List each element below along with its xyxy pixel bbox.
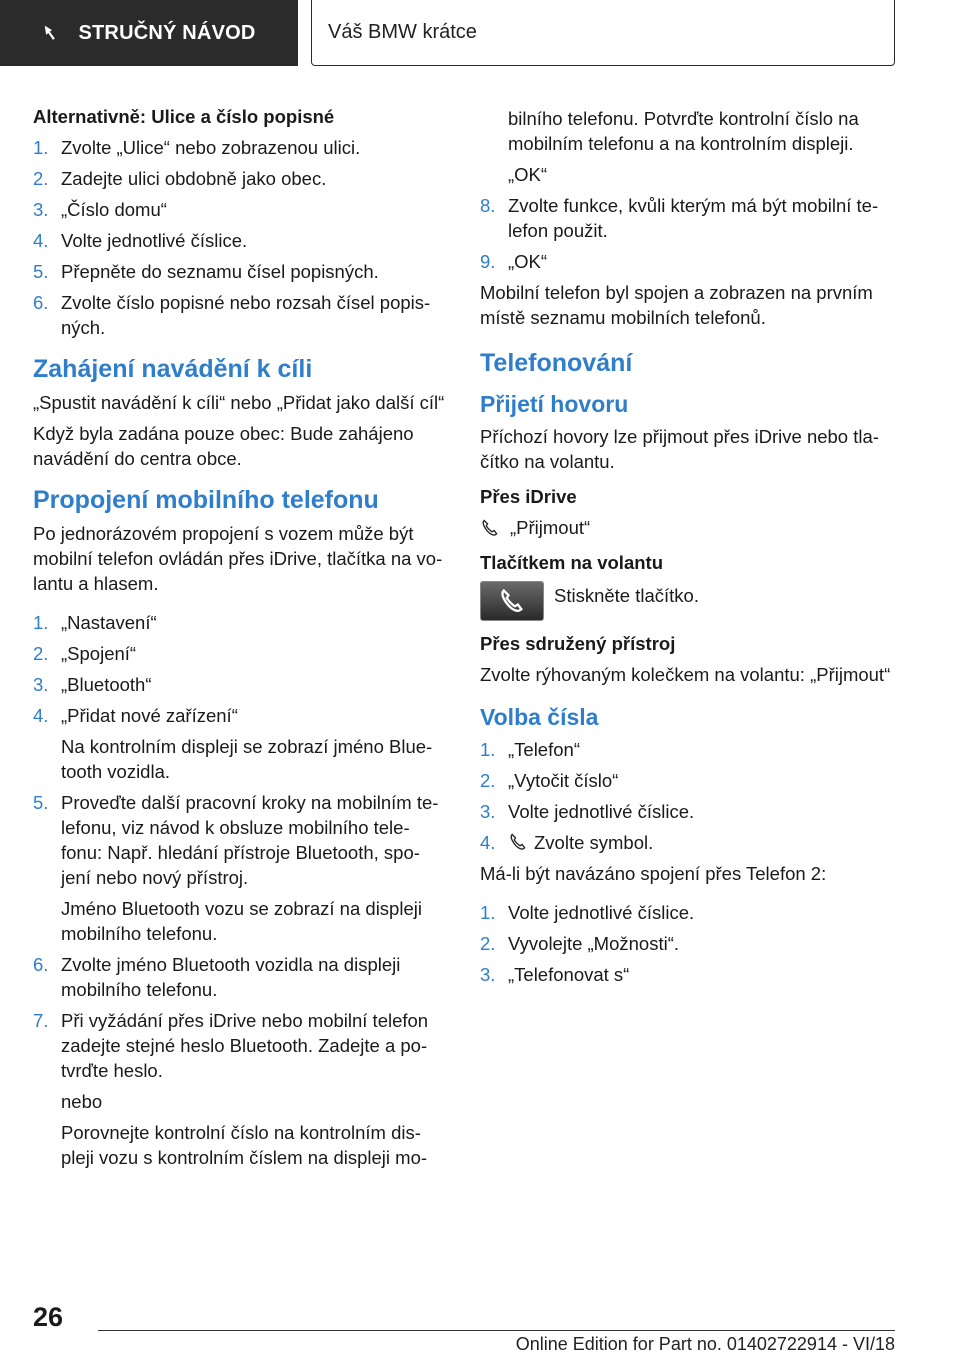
list-item <box>33 610 448 635</box>
alt-street-heading: Alternativně: Ulice a číslo popisné <box>33 106 335 127</box>
step-number: 2. <box>480 933 496 954</box>
accept-label: „Přijmout“ <box>510 517 591 538</box>
step-text: Proveďte další pracovní kroky na mobilním te-lefonu, viz návod k obsluze mobilního tele-fonu: Např. hledání přístroje Bluetooth, spo-jení nebo nový přístroj. <box>61 792 439 888</box>
steering-wheel-phone-button <box>480 581 544 621</box>
accept-idrive-row <box>480 515 895 540</box>
step-text: Zvolte funkce, kvůli kterým má být mobilní te-lefon použit. <box>508 195 879 241</box>
city-only-text: Když byla zadána pouze obec: Bude zahájeno navádění do centra obce. <box>33 423 414 469</box>
step-number: 7. <box>33 1010 49 1031</box>
step-text: „OK“ <box>508 251 548 272</box>
step-number: 1. <box>33 612 49 633</box>
page-header <box>0 0 960 66</box>
phone-icon <box>480 518 500 538</box>
accept-call-heading: Přijetí hovoru <box>480 391 629 417</box>
list-item <box>33 952 448 1002</box>
step-number: 4. <box>33 230 49 251</box>
step-number: 2. <box>33 168 49 189</box>
step-number: 4. <box>33 705 49 726</box>
step-number: 5. <box>33 792 49 813</box>
step-number: 4. <box>480 832 496 853</box>
step-text: „Telefon“ <box>508 739 580 760</box>
list-item <box>33 259 448 284</box>
step-7-ok: „OK“ <box>508 164 548 185</box>
step-text: Volte jednotlivé číslice. <box>61 230 248 251</box>
step-text: Zvolte symbol. <box>534 832 654 853</box>
step-number: 9. <box>480 251 496 272</box>
step-text: Vyvolejte „Možnosti“. <box>508 933 680 954</box>
pairing-steps <box>33 610 448 728</box>
step-5-note: Jméno Bluetooth vozu se zobrazí na displeji mobilního telefonu. <box>61 898 422 944</box>
list-item <box>33 790 448 890</box>
step-number: 3. <box>33 674 49 695</box>
step-text: Přepněte do seznamu čísel popisných. <box>61 261 379 282</box>
list-item <box>480 249 895 274</box>
step-number: 8. <box>480 195 496 216</box>
page-number: 26 <box>33 1302 64 1332</box>
left-column <box>33 104 448 1176</box>
pairing-steps-cont <box>33 790 448 890</box>
list-item <box>480 768 895 793</box>
footer-divider <box>98 1330 895 1331</box>
pairing-intro: Po jednorázovém propojení s vozem může být mobilní telefon ovládán přes iDrive, tlačítka na vo-lantu a hlasem. <box>33 523 443 594</box>
list-item <box>480 830 895 855</box>
start-guidance-text: „Spustit navádění k cíli“ nebo „Přidat jako další cíl“ <box>33 392 445 413</box>
hand-pointer-icon <box>42 22 64 44</box>
alt-street-steps <box>33 135 448 340</box>
step-text: „Bluetooth“ <box>61 674 152 695</box>
via-wheel-heading: Tlačítkem na volantu <box>480 552 663 573</box>
list-item <box>33 672 448 697</box>
step-text: Při vyžádání přes iDrive nebo mobilní telefon zadejte stejné heslo Bluetooth. Zadejte a po-tvrďte heslo. <box>61 1010 429 1081</box>
right-column <box>480 106 895 993</box>
list-item <box>480 962 895 987</box>
list-item <box>33 1008 448 1083</box>
pairing-steps-cont2 <box>33 952 448 1083</box>
step-text: „Telefonovat s“ <box>508 964 630 985</box>
step-number: 6. <box>33 292 49 313</box>
step-text: Zvolte „Ulice“ nebo zobrazenou ulici. <box>61 137 361 158</box>
step-text: Volte jednotlivé číslice. <box>508 902 695 923</box>
list-item <box>33 228 448 253</box>
step-number: 2. <box>33 643 49 664</box>
accept-call-text: Příchozí hovory lze přijmout přes iDrive nebo tla-čítko na volantu. <box>480 426 879 472</box>
phone2-steps <box>480 900 895 987</box>
step-text: „Nastavení“ <box>61 612 157 633</box>
step-number: 1. <box>480 739 496 760</box>
step-text: „Přidat nové zařízení“ <box>61 705 238 726</box>
step-text: Volte jednotlivé číslice. <box>508 801 695 822</box>
step-number: 3. <box>480 964 496 985</box>
step-number: 5. <box>33 261 49 282</box>
list-item <box>33 197 448 222</box>
step-number: 2. <box>480 770 496 791</box>
edition-text: Online Edition for Part no. 01402722914 - VI/18 <box>515 1334 895 1354</box>
list-item <box>33 641 448 666</box>
list-item <box>33 166 448 191</box>
pairing-result: Mobilní telefon byl spojen a zobrazen na prvním místě seznamu mobilních telefonů. <box>480 282 873 328</box>
step-text: Zvolte jméno Bluetooth vozidla na displeji mobilního telefonu. <box>61 954 401 1000</box>
step-number: 6. <box>33 954 49 975</box>
section-title-box <box>311 0 895 66</box>
list-item <box>480 193 895 243</box>
step-4-note: Na kontrolním displeji se zobrazí jméno Blue-tooth vozidla. <box>61 736 433 782</box>
dialing-steps <box>480 737 895 855</box>
step-text: „Číslo domu“ <box>61 199 167 220</box>
step-number: 1. <box>480 902 496 923</box>
step-7-note: Porovnejte kontrolní číslo na kontrolním dis-pleji vozu s kontrolním číslem na displeji mo- <box>61 1122 428 1168</box>
via-cluster-heading: Přes sdružený přístroj <box>480 633 676 654</box>
list-item <box>480 737 895 762</box>
step-number: 3. <box>33 199 49 220</box>
dialing-heading: Volba čísla <box>480 704 599 730</box>
pairing-steps-final <box>480 193 895 274</box>
via-cluster-text: Zvolte rýhovaným kolečkem na volantu: „Přijmout“ <box>480 664 891 685</box>
wheel-button-row <box>480 581 895 621</box>
phone-icon <box>508 832 528 852</box>
quick-guide-label: STRUČNÝ NÁVOD <box>78 21 256 44</box>
step-text: „Spojení“ <box>61 643 137 664</box>
list-item <box>480 799 895 824</box>
list-item <box>33 290 448 340</box>
phone2-text: Má-li být navázáno spojení přes Telefon 2: <box>480 863 827 884</box>
step-number: 1. <box>33 137 49 158</box>
start-guidance-heading: Zahájení navádění k cíli <box>33 355 313 383</box>
pairing-heading: Propojení mobilního telefonu <box>33 486 379 514</box>
list-item <box>33 703 448 728</box>
step-number: 3. <box>480 801 496 822</box>
list-item <box>33 135 448 160</box>
via-idrive-heading: Přes iDrive <box>480 486 577 507</box>
section-title: Váš BMW krátce <box>328 21 477 43</box>
phone-handset-icon <box>498 587 526 615</box>
step-text: Zvolte číslo popisné nebo rozsah čísel popis-ných. <box>61 292 431 338</box>
step-text: Zadejte ulici obdobně jako obec. <box>61 168 327 189</box>
step-7-or: nebo <box>61 1091 103 1112</box>
phoning-heading: Telefonování <box>480 349 633 377</box>
step-7-note-cont: bilního telefonu. Potvrďte kontrolní číslo na mobilním telefonu a na kontrolním displeji. <box>508 108 859 154</box>
list-item <box>480 900 895 925</box>
press-button-text: Stiskněte tlačítko. <box>554 585 699 606</box>
quick-guide-tab[interactable] <box>0 0 298 66</box>
step-text: „Vytočit číslo“ <box>508 770 619 791</box>
list-item <box>480 931 895 956</box>
